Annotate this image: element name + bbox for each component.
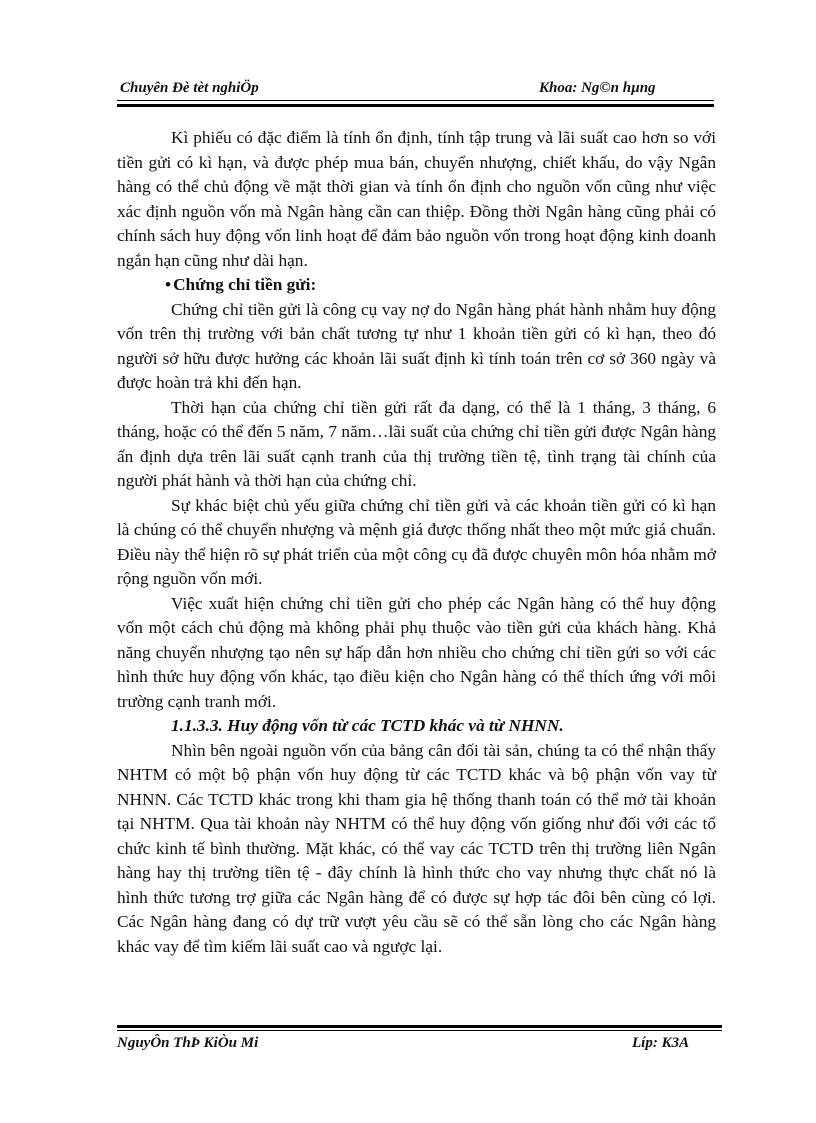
paragraph-cd-difference: Sự khác biệt chủ yếu giữa chứng chỉ tiền gửi và các khoản tiền gửi có kì hạn là chúng có thể chuyển nhượng và mệnh giá được thống nhất theo một mức giá chuẩn. Điều này thể hiện rõ sự phát triển của một công cụ đã được chuyên môn hóa nhằm mở rộng nguồn vốn mới.: [117, 495, 716, 588]
bullet-heading: [117, 273, 716, 298]
header-rule-thick: [117, 104, 714, 107]
footer-author: NguyÔn ThÞ KiÒu Mi: [117, 1035, 259, 1051]
page-footer: [117, 1035, 722, 1057]
header-faculty: Khoa: Ng©n hµng: [539, 80, 656, 96]
bullet-icon: •: [165, 275, 172, 294]
paragraph-cd-definition: Chứng chỉ tiền gửi là công cụ vay nợ do Ngân hàng phát hành nhằm huy động vốn trên thị trường với bản chất tương tự như 1 khoản tiền gửi có kì hạn, theo đó người sở hữu được hưởng các khoản lãi suất định kì tính toán trên cơ sở 360 ngày và được hoàn trả khi đến hạn.: [117, 299, 716, 392]
document-body: [117, 126, 716, 959]
paragraph-ki-phieu: Kì phiếu có đặc điểm là tính ổn định, tính tập trung và lãi suất cao hơn so với tiền gửi có kì hạn, và được phép mua bán, chuyển nhượng, chiết khấu, do vậy Ngân hàng có thể chủ động về mặt thời gian và tính ổn định cho nguồn vốn cũng như việc xác định nguồn vốn mà Ngân hàng cần can thiệp. Đồng thời Ngân hàng cũng phải có chính sách huy động vốn linh hoạt để đảm bảo nguồn vốn trong hoạt động kinh doanh ngắn hạn cũng như dài hạn.: [117, 128, 716, 270]
header-rule-thin: [117, 100, 714, 101]
header-document-type: Chuyên Ðè tèt nghiÖp: [120, 80, 259, 96]
paragraph-cd-advantage: Việc xuất hiện chứng chỉ tiền gửi cho phép các Ngân hàng có thể huy động vốn một cách chủ động mà không phải phụ thuộc vào tiền gửi của khách hàng. Khả năng chuyển nhượng tạo nên sự hấp dẫn hơn nhiều cho chứng chỉ tiền gửi so với các hình thức huy động vốn khác, tạo điều kiện cho Ngân hàng có thể thích ứng với môi trường cạnh tranh mới.: [117, 593, 716, 711]
paragraph-tctd: Nhìn bên ngoài nguồn vốn của bảng cân đối tài sản, chúng ta có thể nhận thấy NHTM có một bộ phận vốn huy động từ các TCTD khác và bộ phận vốn vay từ NHNN. Các TCTD khác trong khi tham gia hệ thống thanh toán có thể mở tài khoản tại NHTM. Qua tài khoản này NHTM có thể huy động vốn giống như đối với các tổ chức kinh tế bình thường. Mặt khác, có thể vay các TCTD trên thị trường liên Ngân hàng hay thị trường tiền tệ - đây chính là hình thức cho vay nhưng thực chất nó là hình thức tương trợ giữa các Ngân hàng để có được sự hợp tác đôi bên cùng có lợi. Các Ngân hàng đang có dự trữ vượt yêu cầu sẽ có thể sẵn lòng cho các Ngân hàng khác vay để tìm kiếm lãi suất cao và ngược lại.: [117, 740, 716, 956]
section-heading: 1.1.3.3. Huy động vốn từ các TCTD khác và từ NHNN.: [171, 716, 564, 735]
footer-rule-thin: [117, 1030, 722, 1031]
bullet-heading-text: Chứng chỉ tiền gửi:: [173, 275, 317, 294]
footer-rule-thick: [117, 1025, 722, 1028]
footer-class: Líp: K3A: [632, 1035, 690, 1051]
paragraph-cd-term: Thời hạn của chứng chỉ tiền gửi rất đa dạng, có thể là 1 tháng, 3 tháng, 6 tháng, hoặc có thể đến 5 năm, 7 năm…lãi suất của chứng chỉ tiền gửi được Ngân hàng ấn định dựa trên lãi suất cạnh tranh của thị trường tiền tệ, tình trạng tài chính của người phát hành và thời hạn của chứng chỉ.: [117, 397, 716, 490]
page-header: [117, 80, 714, 102]
